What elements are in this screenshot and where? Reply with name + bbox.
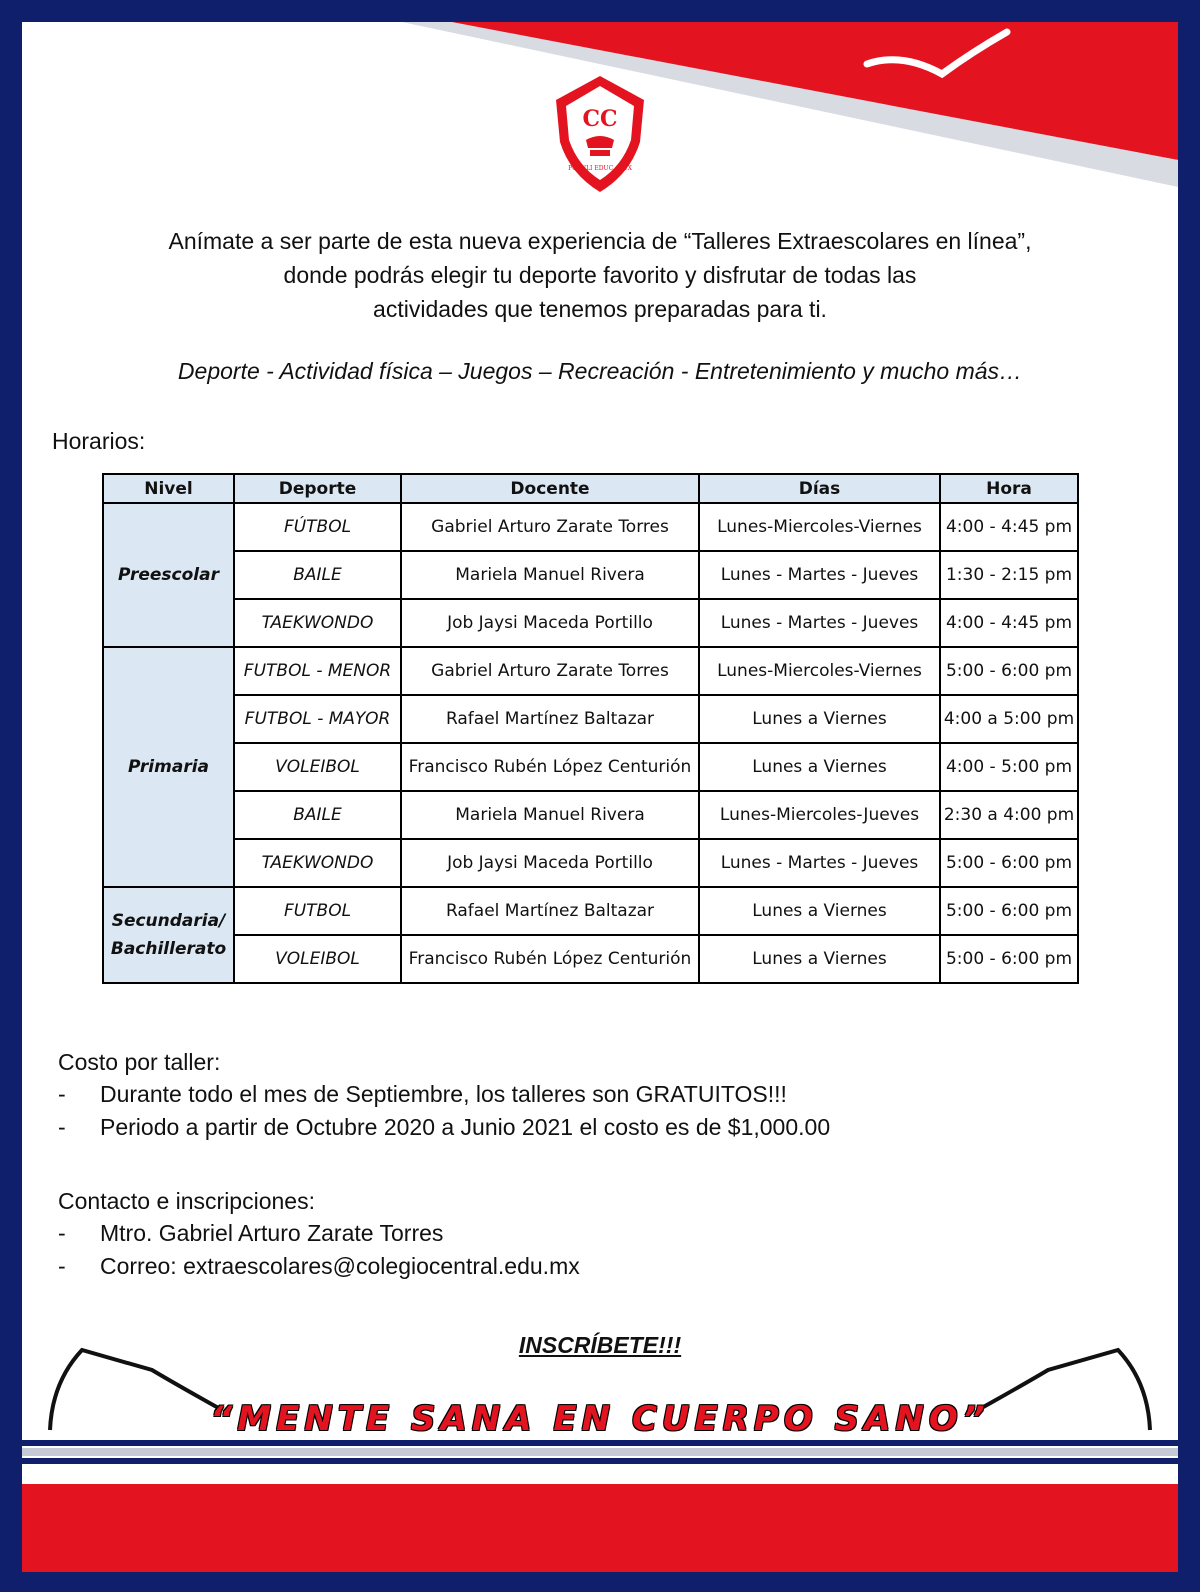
cell-docente: Rafael Martínez Baltazar	[401, 887, 699, 935]
list-item	[58, 1111, 830, 1144]
schedule-table	[102, 473, 1079, 984]
cell-deporte: BAILE	[234, 551, 401, 599]
bottom-navy-stripe-2	[22, 1458, 1178, 1464]
enroll-cta: INSCRÍBETE!!!	[518, 1332, 682, 1358]
cell-dias: Lunes a Viernes	[699, 935, 940, 983]
header-nivel: Nivel	[103, 474, 234, 503]
contact-heading: Contacto e inscripciones:	[58, 1188, 315, 1214]
cell-dias: Lunes-Miercoles-Viernes	[699, 503, 940, 551]
cell-deporte: TAEKWONDO	[234, 839, 401, 887]
cell-docente: Gabriel Arturo Zarate Torres	[401, 647, 699, 695]
table-header-row	[103, 474, 1078, 503]
cell-hora: 4:00 - 5:00 pm	[940, 743, 1078, 791]
cell-hora: 4:00 - 4:45 pm	[940, 503, 1078, 551]
cell-deporte: FUTBOL	[234, 887, 401, 935]
table-row	[103, 743, 1078, 791]
table-row	[103, 503, 1078, 551]
cell-docente: Job Jaysi Maceda Portillo	[401, 599, 699, 647]
header-docente: Docente	[401, 474, 699, 503]
bullet-dash: -	[58, 1081, 66, 1107]
cell-docente: Mariela Manuel Rivera	[401, 791, 699, 839]
crest-arc-text: POPULI EDUC · LUX	[568, 165, 632, 172]
list-item	[58, 1078, 830, 1111]
bottom-navy-stripe	[22, 1440, 1178, 1446]
bottom-grey-stripe	[22, 1448, 1178, 1456]
bullet-dash: -	[58, 1253, 66, 1279]
cell-dias: Lunes a Viernes	[699, 743, 940, 791]
table-row	[103, 695, 1078, 743]
cell-deporte: VOLEIBOL	[234, 935, 401, 983]
cell-deporte: FUTBOL - MAYOR	[234, 695, 401, 743]
cell-hora: 2:30 a 4:00 pm	[940, 791, 1078, 839]
motto-banner: “MENTE SANA EN CUERPO SANO”	[210, 1399, 990, 1439]
schedule-heading: Horarios:	[52, 428, 146, 454]
cost-heading: Costo por taller:	[58, 1049, 221, 1075]
cell-deporte: VOLEIBOL	[234, 743, 401, 791]
cell-dias: Lunes-Miercoles-Viernes	[699, 647, 940, 695]
bullet-dash: -	[58, 1114, 66, 1140]
school-crest-icon	[552, 74, 648, 194]
cell-dias: Lunes - Martes - Jueves	[699, 599, 940, 647]
cell-deporte: FÚTBOL	[234, 503, 401, 551]
header-deporte: Deporte	[234, 474, 401, 503]
cell-docente: Francisco Rubén López Centurión	[401, 743, 699, 791]
table-row	[103, 839, 1078, 887]
cell-hora: 5:00 - 6:00 pm	[940, 647, 1078, 695]
cell-dias: Lunes a Viernes	[699, 887, 940, 935]
table-row	[103, 647, 1078, 695]
schedule-body	[103, 503, 1078, 983]
cell-nivel: Secundaria/ Bachillerato	[103, 887, 234, 983]
cell-deporte: FUTBOL - MENOR	[234, 647, 401, 695]
activities-tagline: Deporte - Actividad física – Juegos – Recreación - Entretenimiento y mucho más…	[177, 358, 1023, 384]
cost-item: Durante todo el mes de Septiembre, los talleres son GRATUITOS!!!	[100, 1081, 787, 1107]
crest-letters: CC	[582, 106, 618, 132]
cell-docente: Gabriel Arturo Zarate Torres	[401, 503, 699, 551]
cell-docente: Francisco Rubén López Centurión	[401, 935, 699, 983]
cell-hora: 5:00 - 6:00 pm	[940, 839, 1078, 887]
cell-hora: 5:00 - 6:00 pm	[940, 887, 1078, 935]
bottom-red-band	[22, 1484, 1178, 1572]
contact-name: Mtro. Gabriel Arturo Zarate Torres	[100, 1220, 444, 1246]
header-hora: Hora	[940, 474, 1078, 503]
intro-line: Anímate a ser parte de esta nueva experiencia de “Talleres Extraescolares en línea”,	[168, 228, 1032, 254]
cell-nivel: Preescolar	[103, 503, 234, 647]
cell-docente: Job Jaysi Maceda Portillo	[401, 839, 699, 887]
table-row	[103, 551, 1078, 599]
cost-item: Periodo a partir de Octubre 2020 a Junio 2021 el costo es de $1,000.00	[100, 1114, 831, 1140]
list-item	[58, 1217, 580, 1250]
intro-line: donde podrás elegir tu deporte favorito y disfrutar de todas las	[283, 262, 917, 288]
cell-dias: Lunes-Miercoles-Jueves	[699, 791, 940, 839]
cell-nivel: Primaria	[103, 647, 234, 887]
contact-email: Correo: extraescolares@colegiocentral.edu.mx	[100, 1253, 580, 1279]
cell-hora: 4:00 a 5:00 pm	[940, 695, 1078, 743]
cell-dias: Lunes a Viernes	[699, 695, 940, 743]
intro-line: actividades que tenemos preparadas para ti.	[373, 296, 827, 322]
cell-hora: 1:30 - 2:15 pm	[940, 551, 1078, 599]
table-row	[103, 599, 1078, 647]
table-row	[103, 791, 1078, 839]
cell-hora: 4:00 - 4:45 pm	[940, 599, 1078, 647]
header-dias: Días	[699, 474, 940, 503]
table-row	[103, 935, 1078, 983]
cell-deporte: BAILE	[234, 791, 401, 839]
bullet-dash: -	[58, 1220, 66, 1246]
list-item	[58, 1250, 580, 1283]
cell-deporte: TAEKWONDO	[234, 599, 401, 647]
table-row	[103, 887, 1078, 935]
cell-dias: Lunes - Martes - Jueves	[699, 551, 940, 599]
flyer-paper	[22, 22, 1178, 1572]
cell-docente: Mariela Manuel Rivera	[401, 551, 699, 599]
intro-paragraph	[62, 224, 1138, 326]
cost-section	[58, 1049, 830, 1144]
cell-docente: Rafael Martínez Baltazar	[401, 695, 699, 743]
cell-hora: 5:00 - 6:00 pm	[940, 935, 1078, 983]
contact-section	[58, 1188, 580, 1283]
cell-dias: Lunes - Martes - Jueves	[699, 839, 940, 887]
